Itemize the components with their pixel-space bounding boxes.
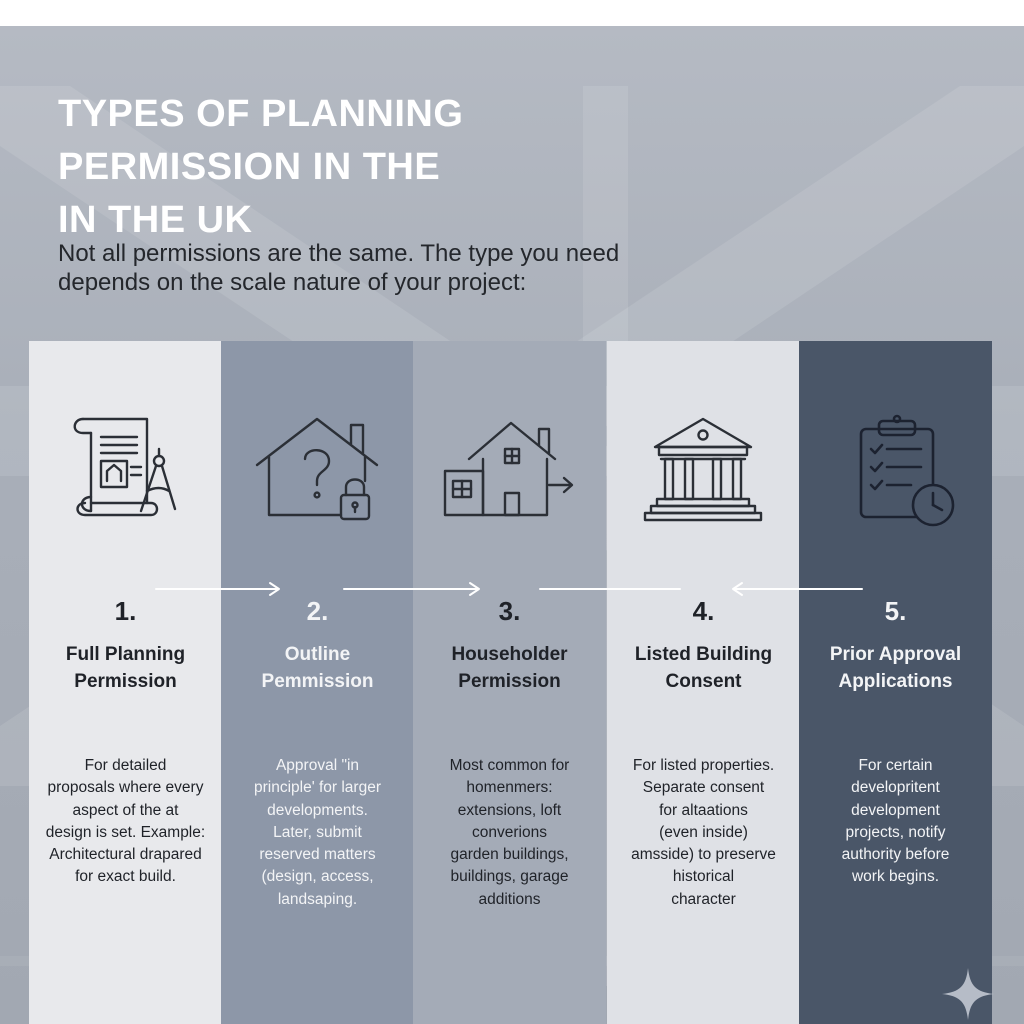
sparkle-icon: [940, 966, 996, 1022]
blueprint-scroll-compass-icon: [55, 411, 195, 531]
permission-name: Listed Building Consent: [634, 644, 773, 692]
permission-card-prior-approval: [799, 341, 992, 1024]
classical-building-icon: [633, 411, 773, 531]
permission-number: 2.: [306, 596, 329, 626]
permission-description: Most common for homenmers: extensions, loft converions garden buildings, buildings, garage additions: [449, 757, 570, 908]
permission-number: 5.: [884, 596, 907, 626]
permission-card-outline: [221, 341, 414, 1024]
permission-card-listed-building: [607, 341, 800, 1024]
permission-description: Approval "in principle' for larger developments. Later, submit reserved matters (design, access, landsaping.: [253, 757, 381, 908]
page-title: TYPES OF PLANNING PERMISSION IN THE IN THE UK: [58, 93, 464, 241]
permission-number: 1.: [114, 596, 137, 626]
house-extension-arrow-icon: [439, 411, 579, 531]
permission-name: Householder Permission: [451, 644, 568, 692]
permission-description: For listed properties. Separate consent for altaations (even inside) amsside) to preserve historical character: [631, 757, 776, 908]
clipboard-checklist-clock-icon: [825, 411, 965, 531]
permission-number: 3.: [498, 596, 521, 626]
permission-description: For certain developritent development projects, notify authority before work begins.: [841, 757, 950, 886]
permission-description: For detailed proposals where every aspect of the at design is set. Example: Architectural drapared for exact build.: [45, 757, 206, 886]
permission-name: Prior Approval Applications: [829, 644, 962, 692]
permission-card-full-planning: [29, 341, 222, 1024]
infographic-background: [0, 26, 1024, 1024]
permission-number: 4.: [692, 596, 715, 626]
page-subtitle: Not all permissions are the same. The type you need depends on the scale nature of your project:: [58, 240, 620, 296]
permission-name: Full Planning Permission: [65, 644, 186, 692]
permission-card-householder: [413, 341, 606, 1024]
permission-name: Outline Pemmission: [261, 644, 374, 692]
house-question-padlock-icon: [247, 411, 387, 531]
